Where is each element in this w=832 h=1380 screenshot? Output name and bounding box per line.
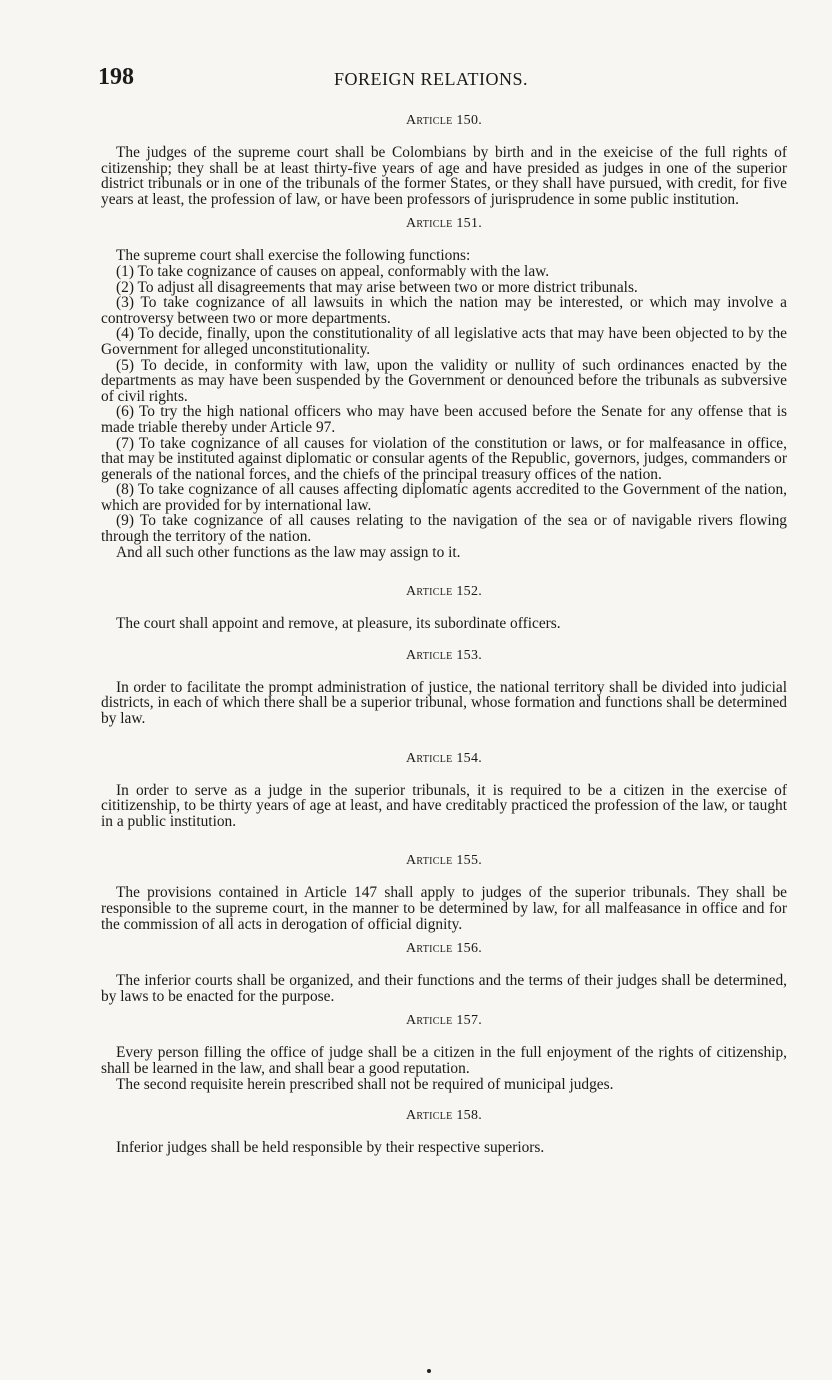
article-heading: Article 157.: [405, 1013, 483, 1029]
article-heading: Article 153.: [405, 647, 483, 663]
print-speck: [427, 1369, 431, 1373]
article-intro: The supreme court shall exercise the following functions:: [116, 247, 471, 265]
article-paragraph: The court shall appoint and remove, at pleasure, its subordinate officers.: [116, 615, 561, 633]
page-body: [101, 111, 787, 1156]
article-heading: Article 155.: [405, 853, 483, 869]
page-number: 198: [98, 64, 134, 90]
article-heading: Article 152.: [405, 584, 483, 600]
function-item: (3) To take cognizance of all lawsuits in which the nation may be interested, or which may involve a controversy between two or more departments.: [101, 294, 787, 327]
article-paragraph: In order to facilitate the prompt administration of justice, the national territory shall be divided into judicial districts, in each of which there shall be a superior tribunal, whose formation and functions shall be determined by law.: [101, 678, 787, 728]
function-item: (9) To take cognizance of all causes relating to the navigation of the sea or of navigable rivers flowing through the territory of the nation.: [101, 512, 787, 546]
article-heading: Article 150.: [405, 113, 483, 128]
article-paragraph: In order to serve as a judge in the superior tribunals, it is required to be a citizen in the exercise of cititizenship, to be thirty years of age at least, and have creditably practiced the profession of the law, or taught in a public institution.: [101, 781, 787, 830]
function-item: (7) To take cognizance of all causes for violation of the constitution or laws, or for malfeasance in office, that may be instituted against diplomatic or consular agents of the Republic, governors, judges, commanders or generals of the national forces, and the chiefs of the principal treasury offices of the nation.: [101, 434, 787, 483]
article-closing: And all such other functions as the law may assign to it.: [116, 543, 461, 561]
running-title: FOREIGN RELATIONS.: [334, 69, 529, 89]
article-paragraph: The provisions contained in Article 147 shall apply to judges of the superior tribunals. They shall be responsible to the supreme court, in the manner to be determined by law, for all malfeasance in office and for the commission of all acts in derogation of official dignity.: [101, 884, 787, 933]
function-item: (8) To take cognizance of all causes affecting diplomatic agents accredited to the Government of the nation, which are provided for by international law.: [101, 481, 787, 514]
article-heading: Article 154.: [405, 750, 483, 766]
article-heading: Article 158.: [405, 1108, 483, 1124]
article-paragraph: Inferior judges shall be held responsible by their respective superiors.: [116, 1139, 545, 1157]
function-item: (1) To take cognizance of causes on appeal, conformably with the law.: [116, 262, 550, 280]
article-heading: Article 151.: [405, 216, 483, 232]
article-paragraph: The inferior courts shall be organized, and their functions and the terms of their judges shall be determined, by laws to be enacted for the purpose.: [101, 972, 787, 1005]
function-item: (6) To try the high national officers who may have been accused before the Senate for any offense that is made triable thereby under Article 97.: [101, 403, 787, 436]
article-paragraph: The second requisite herein prescribed shall not be required of municipal judges.: [116, 1075, 614, 1093]
function-item: (5) To decide, in conformity with law, upon the validity or nullity of such ordinances enacted by the departments as may have been suspended by the Government or denounced before the tribunals as subversive of civil rights.: [101, 356, 787, 405]
article-paragraph: Every person filling the office of judge shall be a citizen in the full enjoyment of the rights of citizenship, shall be learned in the law, and shall bear a good reputation.: [101, 1044, 787, 1077]
article-paragraph: The judges of the supreme court shall be Colombians by birth and in the exeicise of the full rights of citizenship; they shall be at least thirty-five years of age and have presided as judges in one of the superior district tribunals or in one of the tribunals of the former States, or they shall have pursued, with credit, for five years at least, the profession of law, or have been professors of jurisprudence in some public institution.: [101, 144, 787, 208]
article-heading: Article 156.: [405, 941, 483, 957]
function-item: (4) To decide, finally, upon the constitutionality of all legislative acts that may have been objected to by the Government for alleged unconstitutionality.: [101, 325, 787, 358]
page-header: [98, 64, 788, 94]
function-item: (2) To adjust all disagreements that may arise between two or more district tribunals.: [116, 278, 638, 296]
